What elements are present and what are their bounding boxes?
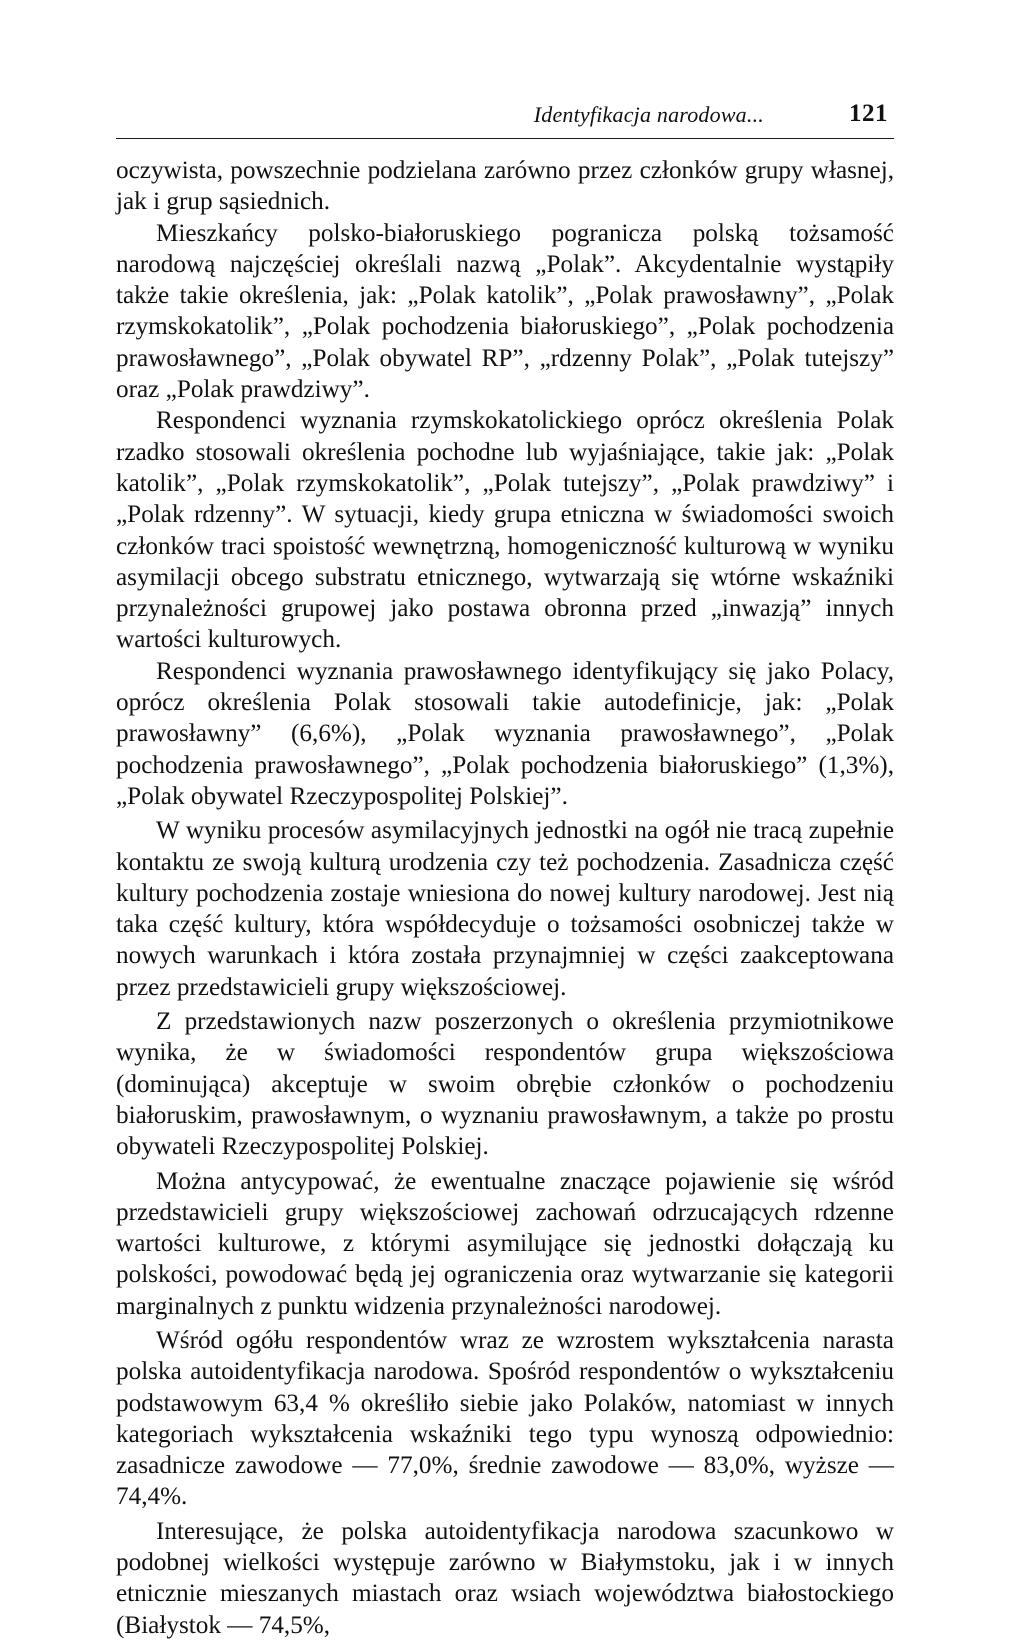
running-title: Identyfikacja narodowa... [533,102,764,127]
paragraph: Interesujące, że polska autoidentyfikacja narodowa szacunkowo w podobnej wielkości występuje zarówno w Białymstoku, jak i w innych etnicznie mieszanych miastach oraz wsiach województwa białostockiego (Białystok — 74,5%, [116,1517,894,1639]
paragraph: Respondenci wyznania rzymskokatolickiego oprócz określenia Polak rzadko stosowali określenia pochodne lub wyjaśniające, takie jak: „Polak katolik”, „Polak rzymskokatolik”, „Polak tutejszy”, „Polak prawdziwy” i „Polak rdzenny”. W sytuacji, kiedy grupa etniczna w świadomości swoich członków traci spoistość wewnętrzną, homogeniczność kulturową w wyniku asymilacji obcego substratu etnicznego, wytwarzają się wtórne wskaźniki przynależności grupowej jako postawa obronna przed „inwazją” innych wartości kulturowych. [116,407,894,654]
running-header [116,98,894,139]
paragraph: Respondenci wyznania prawosławnego identyfikujący się jako Polacy, oprócz określenia Polak stosowali takie autodefinicje, jak: „Polak prawosławny” (6,6%), „Polak wyznania prawosławnego”, „Polak pochodzenia prawosławnego”, „Polak pochodzenia białoruskiego” (1,3%), „Polak obywatel Rzeczypospolitej Polskiej”. [116,657,894,810]
paragraph: Można antycypować, że ewentualne znaczące pojawienie się wśród przedstawicieli grupy większościowej zachowań odrzucających rdzenne wartości kulturowe, z którymi asymilujące się jednostki dołączają ku polskości, powodować będą jej ograniczenia oraz wytwarzanie się kategorii marginalnych z punktu widzenia przynależności narodowej. [116,1167,894,1320]
paragraph: Wśród ogółu respondentów wraz ze wzrostem wykształcenia narasta polska autoidentyfikacja narodowa. Spośród respondentów o wykształceniu podstawowym 63,4 % określiło siebie jako Polaków, natomiast w innych kategoriach wykształcenia wskaźniki tego typu wynoszą odpowiednio: zasadnicze zawodowe — 77,0%, średnie zawodowe — 83,0%, wyższe — 74,4%. [116,1326,894,1511]
page-number: 121 [849,100,888,127]
paragraph: W wyniku procesów asymilacyjnych jednostki na ogół nie tracą zupełnie kontaktu ze swoją kulturą urodzenia czy też pochodzenia. Zasadnicza część kultury pochodzenia zostaje wniesiona do nowej kultury narodowej. Jest nią taka część kultury, która współdecyduje o tożsamości osobniczej także w nowych warunkach i która została przynajmniej w części zaakceptowana przez przedstawicieli grupy większościowej. [116,817,894,1001]
book-page [116,98,894,1641]
paragraph: Mieszkańcy polsko-białoruskiego pogranicza polską tożsamość narodową najczęściej określali nazwą „Polak”. Akcydentalnie wystąpiły także takie określenia, jak: „Polak katolik”, „Polak prawosławny”, „Polak rzymskokatolik”, „Polak pochodzenia białoruskiego”, „Polak pochodzenia prawosławnego”, „Polak obywatel RP”, „rdzenny Polak”, „Polak tutejszy” oraz „Polak prawdziwy”. [116,219,894,404]
body-text [116,155,894,1641]
paragraph: oczywista, powszechnie podzielana zarówno przez członków grupy własnej, jak i grup sąsiednich. [116,157,894,216]
paragraph: Z przedstawionych nazw poszerzonych o określenia przymiotnikowe wynika, że w świadomości respondentów grupa większościowa (dominująca) akceptuje w swoim obrębie członków o pochodzeniu białoruskim, prawosławnym, o wyznaniu prawosławnym, a także po prostu obywateli Rzeczypospolitej Polskiej. [116,1008,894,1161]
